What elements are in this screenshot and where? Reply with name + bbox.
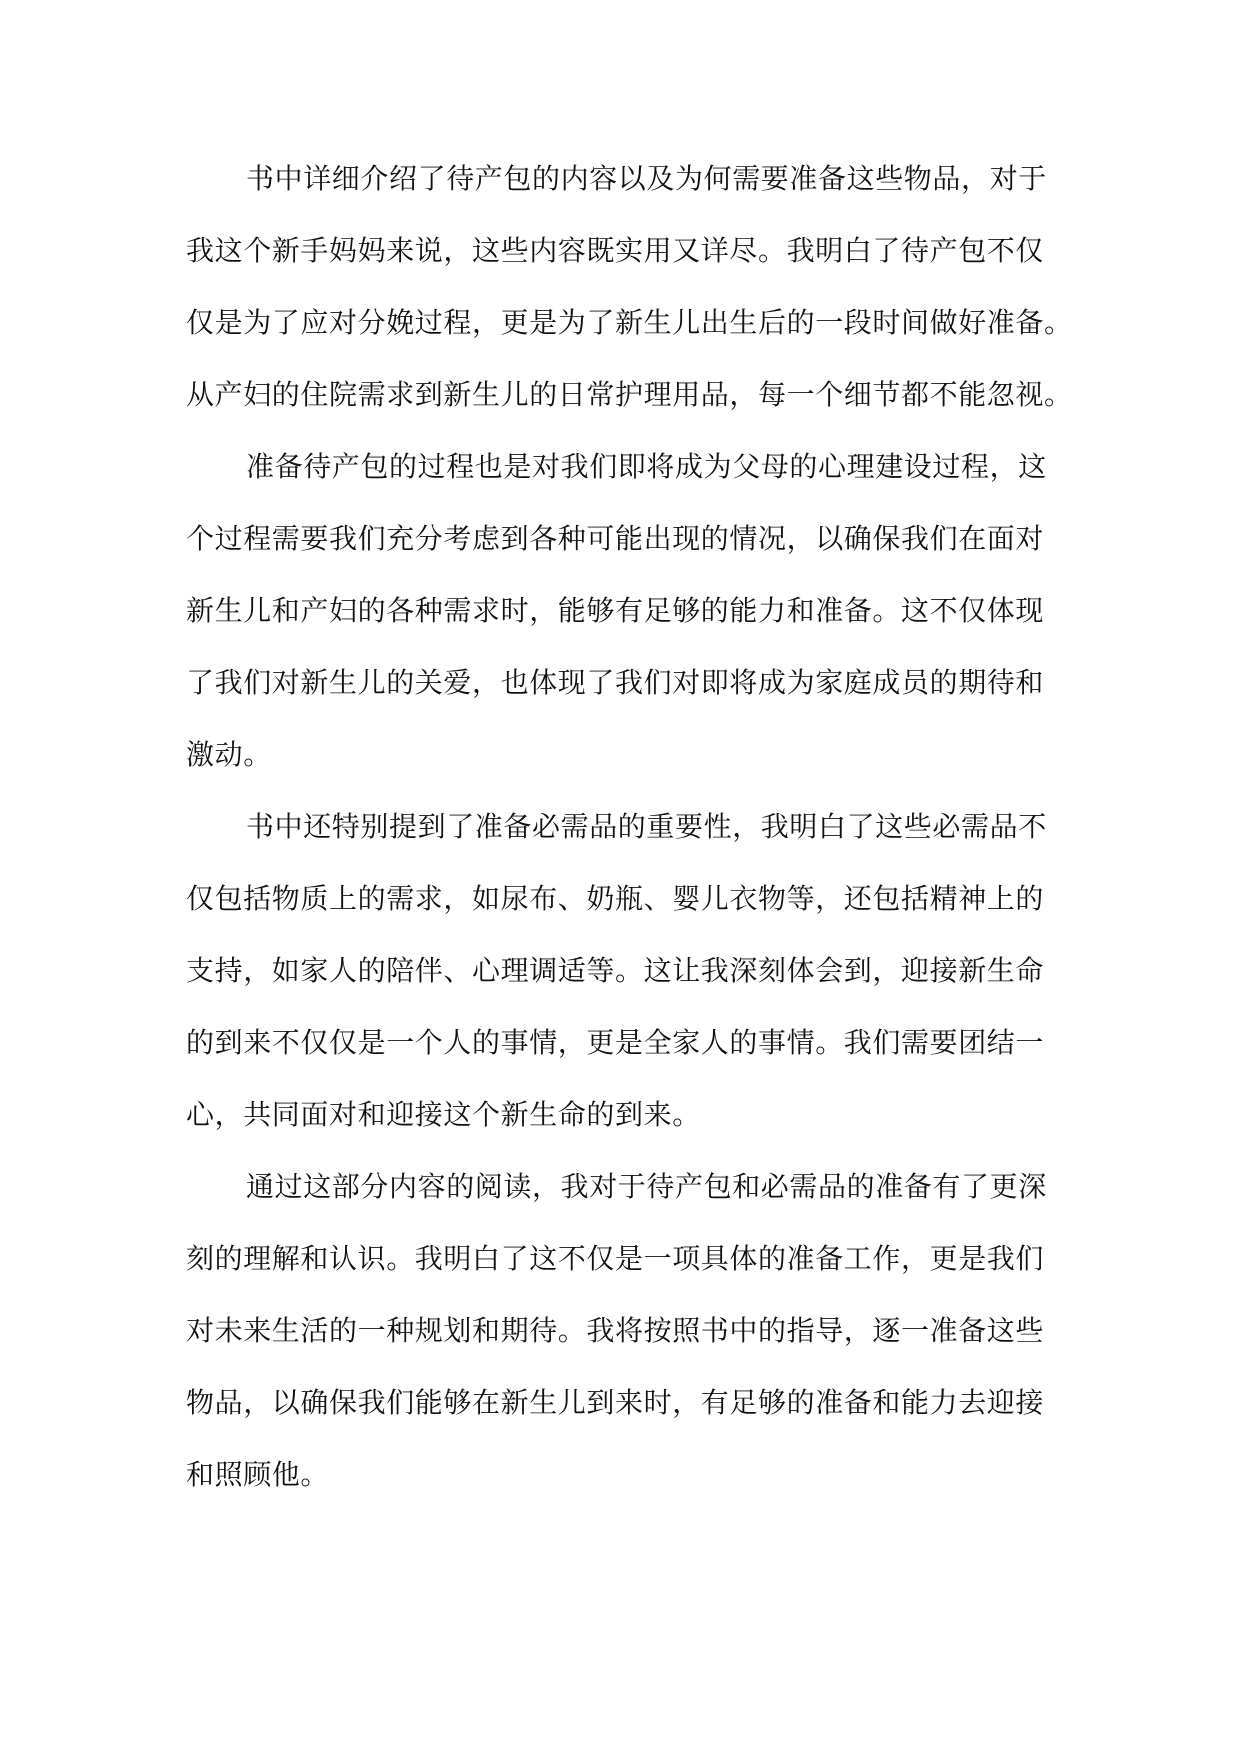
body-text bbox=[186, 143, 1086, 1511]
paragraph-1 bbox=[186, 143, 1086, 431]
text-line: 个过程需要我们充分考虑到各种可能出现的情况，以确保我们在面对 bbox=[186, 522, 1045, 555]
text-line: 的到来不仅仅是一个人的事情，更是全家人的事情。我们需要团结一 bbox=[186, 1026, 1045, 1059]
text-line: 刻的理解和认识。我明白了这不仅是一项具体的准备工作，更是我们 bbox=[186, 1242, 1045, 1275]
text-line: 书中详细介绍了待产包的内容以及为何需要准备这些物品，对于 bbox=[246, 162, 1047, 195]
text-line: 从产妇的住院需求到新生儿的日常护理用品，每一个细节都不能忽视。 bbox=[186, 378, 1073, 411]
text-line: 了我们对新生儿的关爱，也体现了我们对即将成为家庭成员的期待和 bbox=[186, 666, 1045, 699]
text-line: 物品，以确保我们能够在新生儿到来时，有足够的准备和能力去迎接 bbox=[186, 1386, 1045, 1419]
text-line: 新生儿和产妇的各种需求时，能够有足够的能力和准备。这不仅体现 bbox=[186, 594, 1045, 627]
text-line: 书中还特别提到了准备必需品的重要性，我明白了这些必需品不 bbox=[246, 810, 1047, 843]
text-line: 对未来生活的一种规划和期待。我将按照书中的指导，逐一准备这些 bbox=[186, 1314, 1045, 1347]
text-line: 和照顾他。 bbox=[186, 1458, 330, 1491]
text-line: 通过这部分内容的阅读，我对于待产包和必需品的准备有了更深 bbox=[246, 1170, 1047, 1203]
paragraph-3 bbox=[186, 791, 1086, 1151]
text-line: 支持，如家人的陪伴、心理调适等。这让我深刻体会到，迎接新生命 bbox=[186, 954, 1045, 987]
text-line: 准备待产包的过程也是对我们即将成为父母的心理建设过程，这 bbox=[246, 450, 1047, 483]
text-line: 仅包括物质上的需求，如尿布、奶瓶、婴儿衣物等，还包括精神上的 bbox=[186, 882, 1045, 915]
paragraph-4 bbox=[186, 1151, 1086, 1511]
text-line: 心，共同面对和迎接这个新生命的到来。 bbox=[186, 1098, 701, 1131]
text-line: 我这个新手妈妈来说，这些内容既实用又详尽。我明白了待产包不仅 bbox=[186, 234, 1045, 267]
paragraph-2 bbox=[186, 431, 1086, 791]
text-line: 仅是为了应对分娩过程，更是为了新生儿出生后的一段时间做好准备。 bbox=[186, 306, 1073, 339]
text-line: 激动。 bbox=[186, 738, 272, 771]
